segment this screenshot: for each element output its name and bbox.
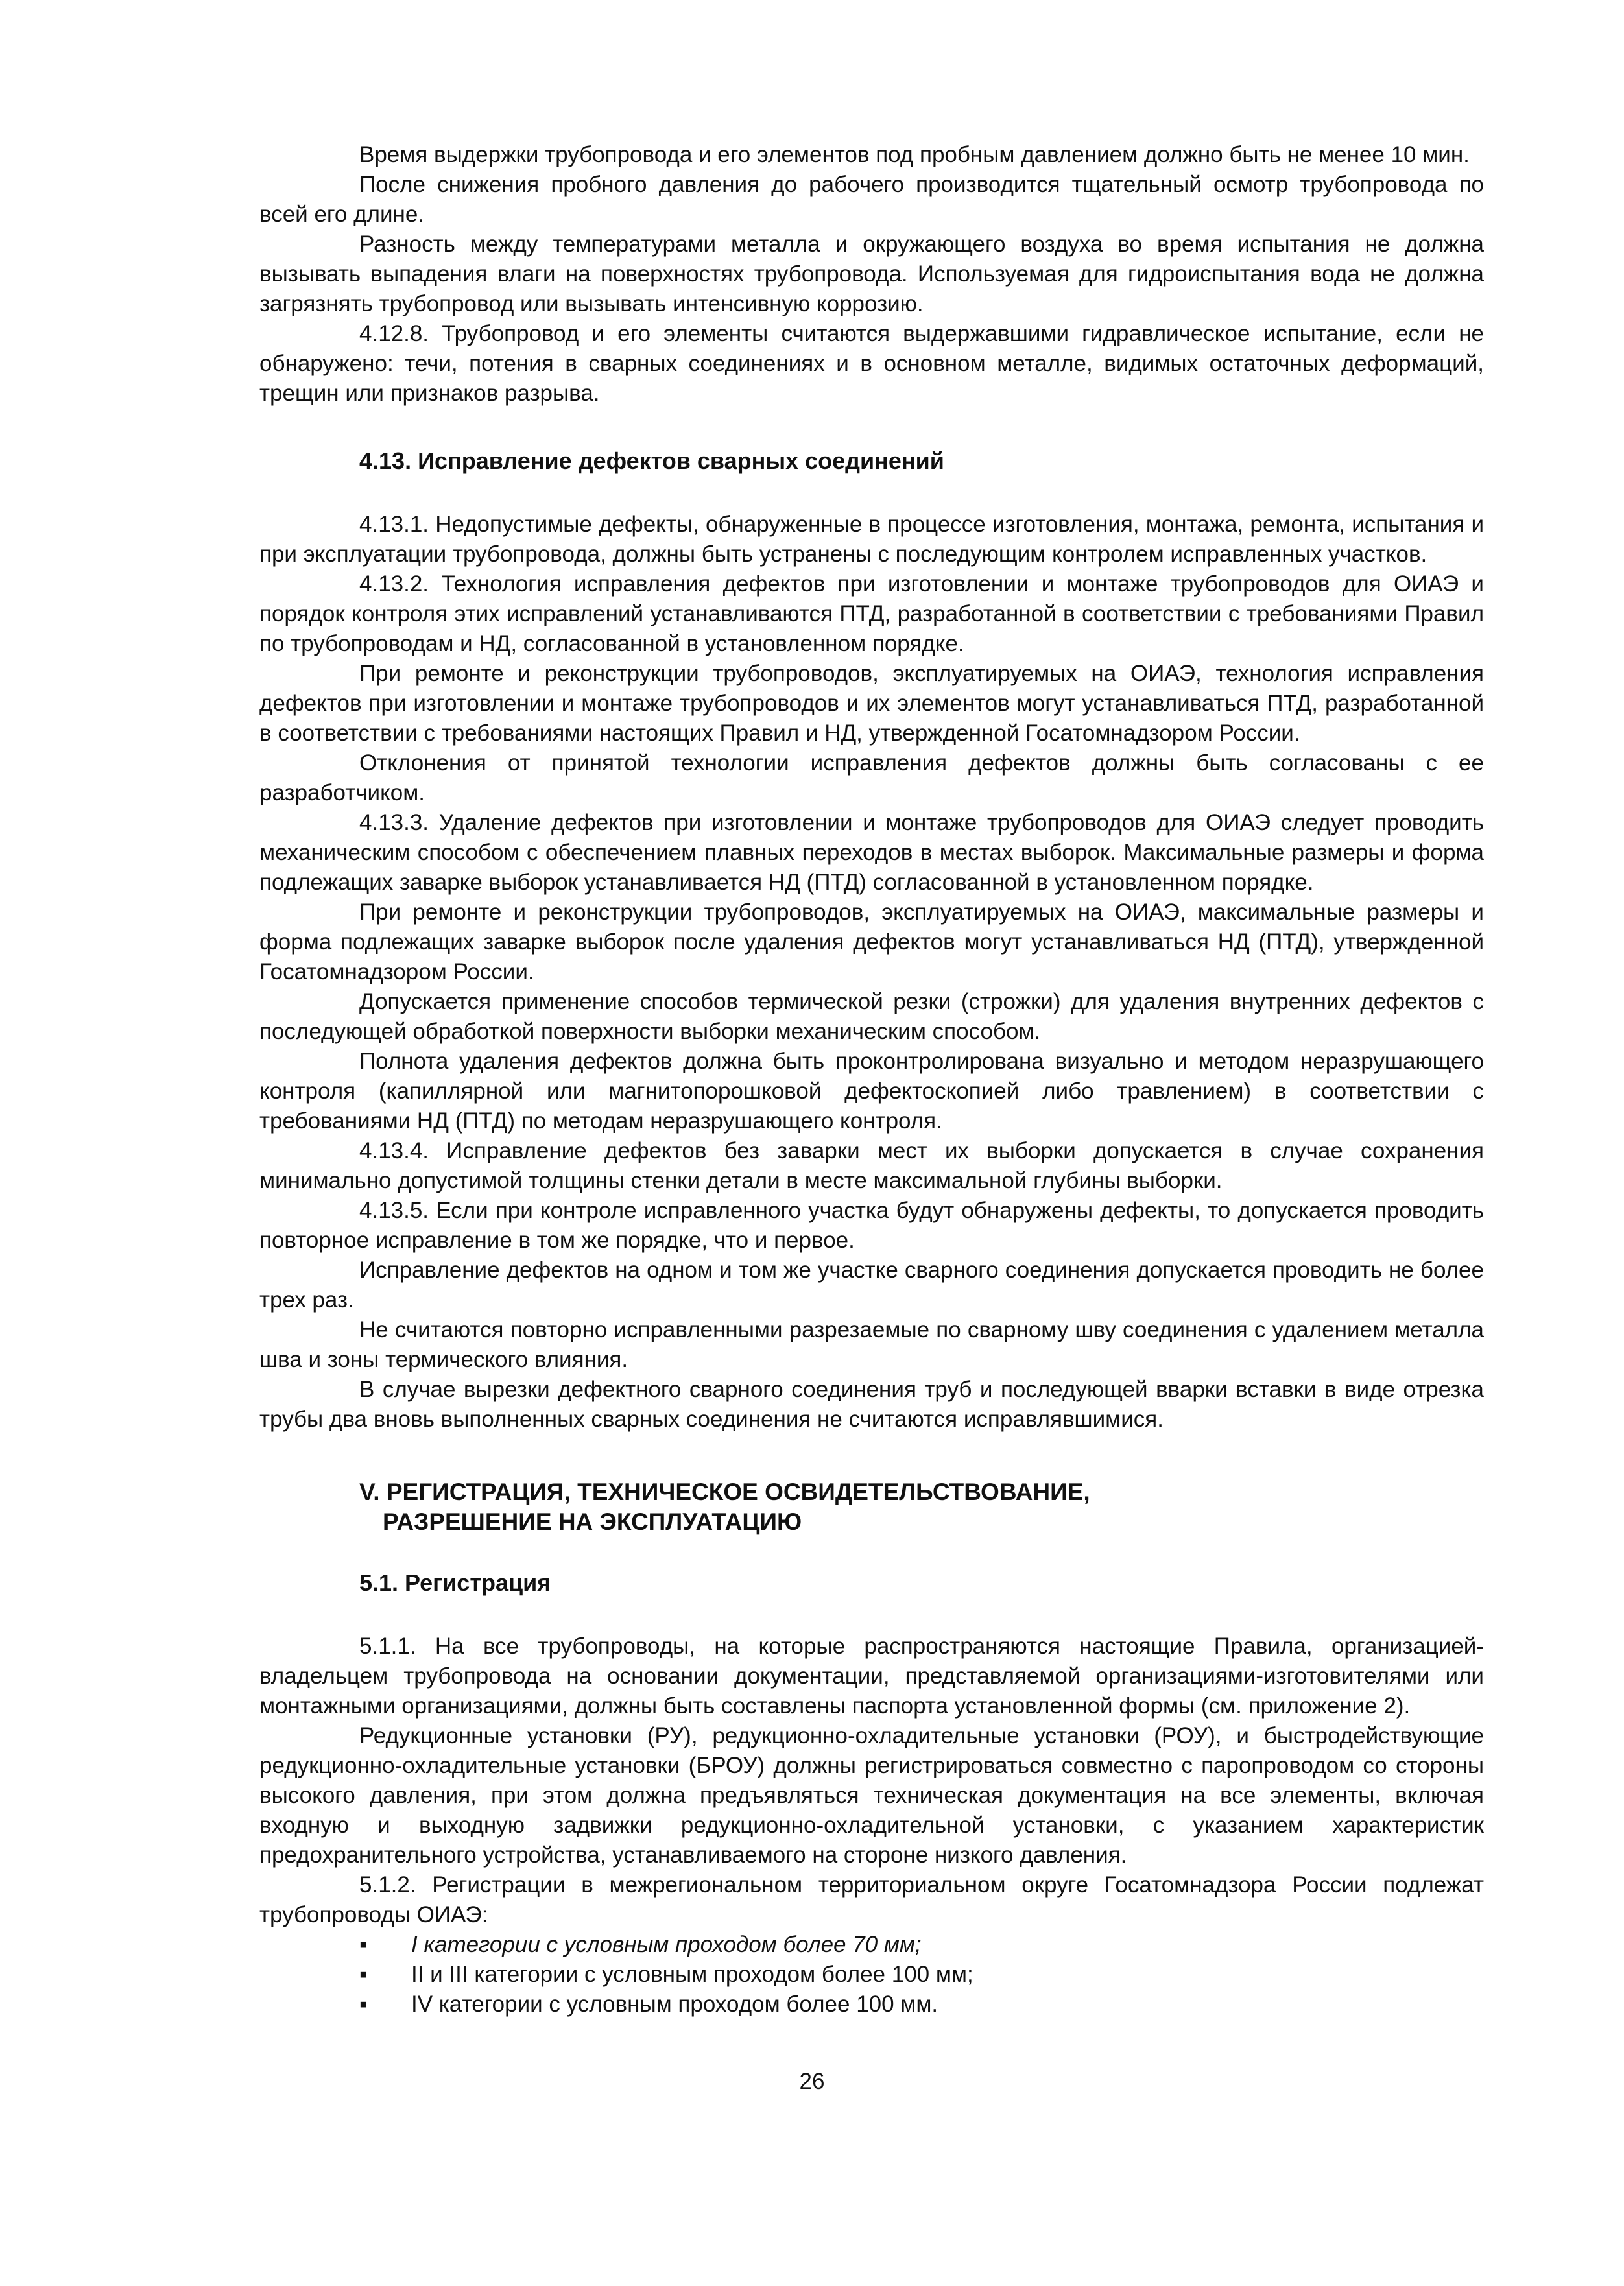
chapter-heading-line-1: V. РЕГИСТРАЦИЯ, ТЕХНИЧЕСКОЕ ОСВИДЕТЕЛЬСТВОВАНИЕ, (359, 1479, 1090, 1505)
paragraph-three-times: Исправление дефектов на одном и том же участке сварного соединения допускается проводить не более трех раз. (259, 1257, 1484, 1313)
paragraph-4-13-5: 4.13.5. Если при контроле исправленного участка будут обнаружены дефекты, то допускается проводить повторное исправление в том же порядке, что и первое. (259, 1198, 1484, 1253)
paragraph-completeness: Полнота удаления дефектов должна быть проконтролирована визуально и методом неразрушающего контроля (капиллярной или магнитопорошковой дефектоскопией либо травлением) в соответствии с требованиями НД (ПТД) по методам неразрушающего контроля. (259, 1049, 1484, 1134)
category-list (259, 1930, 1484, 2019)
section-heading-4-13: 4.13. Исправление дефектов сварных соединений (359, 447, 944, 474)
paragraph-4-13-3: 4.13.3. Удаление дефектов при изготовлении и монтаже трубопроводов для ОИАЭ следует проводить механическим способом с обеспечением плавных переходов в местах выборок. Максимальные размеры и форма подлежащих заварке выборок устанавливается НД (ПТД) согласованной в установленном порядке. (259, 810, 1484, 895)
paragraph-thermal-cutting: Допускается применение способов термической резки (строжки) для удаления внутренних дефектов с последующей обработкой поверхности выборки механическим способом. (259, 989, 1484, 1044)
paragraph-5-1-1: 5.1.1. На все трубопроводы, на которые распространяются настоящие Правила, организацией-владельцем трубопровода на основании документации, представляемой организациями-изготовителями или монтажными организациями, должны быть составлены паспорта установленной формы (см. приложение 2). (259, 1634, 1484, 1719)
paragraph-max-sizes: При ремонте и реконструкции трубопроводов, эксплуатируемых на ОИАЭ, максимальные размеры и форма подлежащих заварке выборок после удаления дефектов могут устанавливаться НД (ПТД), утвержденной Госатомнадзором России. (259, 899, 1484, 984)
paragraph-reduction-units: Редукционные установки (РУ), редукционно-охладительные установки (РОУ), и быстродействующие редукционно-охладительные установки (БРОУ) должны регистрироваться совместно с паропроводом со стороны высокого давления, при этом должна предъявляться техническая документация на все элементы, включая входную и выходную задвижки редукционно-охладительной установки, с указанием характеристик предохранительного устройства, устанавливаемого на стороне низкого давления. (259, 1723, 1484, 1868)
chapter-heading-v (359, 1477, 1484, 1537)
paragraph-4-12-8: 4.12.8. Трубопровод и его элементы считаются выдержавшими гидравлическое испытание, если не обнаружено: течи, потения в сварных соединениях и в основном металле, видимых остаточных деформаций, трещин или признаков разрыва. (259, 321, 1484, 406)
paragraph-deviations: Отклонения от принятой технологии исправления дефектов должны быть согласованы с ее разработчиком. (259, 750, 1484, 805)
paragraph-cut-out: В случае вырезки дефектного сварного соединения труб и последующей вварки вставки в виде отрезка трубы два вновь выполненных сварных соединения не считаются исправлявшимися. (259, 1377, 1484, 1432)
paragraph-5-1-2: 5.1.2. Регистрации в межрегиональном территориальном округе Госатомнадзора России подлежат трубопроводы ОИАЭ: (259, 1872, 1484, 1927)
document-page (259, 140, 1484, 2019)
list-item: ▪ I категории с условным проходом более 70 мм; (359, 1930, 1484, 1960)
chapter-heading-line-2: РАЗРЕШЕНИЕ НА ЭКСПЛУАТАЦИЮ (383, 1508, 802, 1535)
paragraph-4-13-2: 4.13.2. Технология исправления дефектов при изготовлении и монтаже трубопроводов для ОИАЭ и порядок контроля этих исправлений устанавливаются ПТД, разработанной в соответствии с требованиями Правил по трубопроводам и НД, согласованной в установленном порядке. (259, 571, 1484, 656)
paragraph-4-13-4: 4.13.4. Исправление дефектов без заварки мест их выборки допускается в случае сохранения минимально допустимой толщины стенки детали в месте максимальной глубины выборки. (259, 1138, 1484, 1193)
paragraph-inspection: После снижения пробного давления до рабочего производится тщательный осмотр трубопровода по всей его длине. (259, 172, 1484, 227)
paragraph-hold-time: Время выдержки трубопровода и его элементов под пробным давлением должно быть не менее 10 мин. (359, 142, 1470, 167)
paragraph-4-13-1: 4.13.1. Недопустимые дефекты, обнаруженные в процессе изготовления, монтажа, ремонта, испытания и при эксплуатации трубопровода, должны быть устранены с последующим контролем исправленных участков. (259, 512, 1484, 567)
paragraph-temperature: Разность между температурами металла и окружающего воздуха во время испытания не должна вызывать выпадения влаги на поверхностях трубопровода. Используемая для гидроиспытания вода не должна загрязнять трубопровод или вызывать интенсивную коррозию. (259, 232, 1484, 316)
paragraph-not-repeated: Не считаются повторно исправленными разрезаемые по сварному шву соединения с удалением металла шва и зоны термического влияния. (259, 1317, 1484, 1372)
section-heading-5-1: 5.1. Регистрация (359, 1569, 551, 1596)
page-number: 26 (799, 2069, 825, 2094)
list-item: ▪ II и III категории с условным проходом более 100 мм; (359, 1960, 1484, 1990)
list-item: ▪ IV категории с условным проходом более 100 мм. (359, 1990, 1484, 2019)
paragraph-repair-technology: При ремонте и реконструкции трубопроводов, эксплуатируемых на ОИАЭ, технология исправления дефектов при изготовлении и монтаже трубопроводов и их элементов могут устанавливаться ПТД, разработанной в соответствии с требованиями настоящих Правил и НД, утвержденной Госатомнадзором России. (259, 661, 1484, 746)
